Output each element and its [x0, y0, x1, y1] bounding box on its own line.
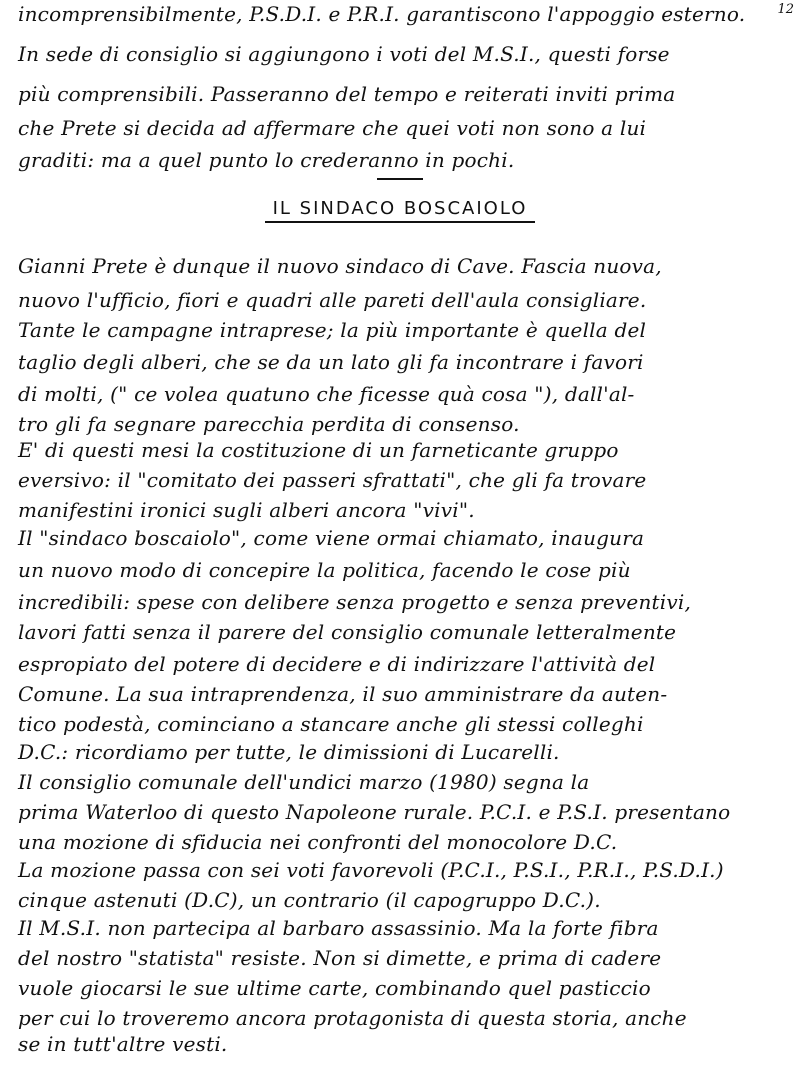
text-line: vuole giocarsi le sue ultime carte, combinando quel pasticcio	[18, 976, 651, 1000]
text-line: In sede di consiglio si aggiungono i voti del M.S.I., questi forse	[18, 42, 670, 66]
text-line: E' di questi mesi la costituzione di un farneticante gruppo	[18, 438, 619, 462]
text-line: espropiato del potere di decidere e di indirizzare l'attività del	[18, 652, 656, 676]
text-line: Gianni Prete è dunque il nuovo sindaco di Cave. Fascia nuova,	[18, 254, 662, 278]
text-line: lavori fatti senza il parere del consiglio comunale letteralmente	[18, 620, 677, 644]
text-line: per cui lo troveremo ancora protagonista di questa storia, anche	[18, 1006, 687, 1030]
text-line: cinque astenuti (D.C), un contrario (il capogruppo D.C.).	[18, 888, 601, 912]
text-line: un nuovo modo di concepire la politica, facendo le cose più	[18, 558, 631, 582]
text-line: Il "sindaco boscaiolo", come viene ormai chiamato, inaugura	[18, 526, 645, 550]
text-line: nuovo l'ufficio, fiori e quadri alle pareti dell'aula consigliare.	[18, 288, 647, 312]
section-heading-block	[0, 178, 800, 223]
text-line: più comprensibili. Passeranno del tempo e reiterati inviti prima	[18, 82, 676, 106]
text-line: se in tutt'altre vesti.	[18, 1032, 228, 1056]
separator-dash	[377, 178, 423, 190]
text-line: eversivo: il "comitato dei passeri sfrattati", che gli fa trovare	[18, 468, 647, 492]
text-line: La mozione passa con sei voti favorevoli (P.C.I., P.S.I., P.R.I., P.S.D.I.)	[18, 858, 724, 882]
text-line: Il M.S.I. non partecipa al barbaro assassinio. Ma la forte fibra	[18, 916, 659, 940]
text-line: prima Waterloo di questo Napoleone rurale. P.C.I. e P.S.I. presentano	[18, 800, 731, 824]
text-line: incredibili: spese con delibere senza progetto e senza preventivi,	[18, 590, 692, 614]
text-line: manifestini ironici sugli alberi ancora "vivi".	[18, 498, 475, 522]
text-line: tico podestà, cominciano a stancare anche gli stessi colleghi	[18, 712, 644, 736]
text-line: incomprensibilmente, P.S.D.I. e P.R.I. garantiscono l'appoggio esterno.	[18, 2, 746, 26]
text-line: Tante le campagne intraprese; la più importante è quella del	[18, 318, 647, 342]
text-line: Comune. La sua intraprendenza, il suo amministrare da auten-	[18, 682, 668, 706]
text-line: tro gli fa segnare parecchia perdita di consenso.	[18, 412, 520, 436]
page-number: 12	[777, 2, 794, 17]
text-line: taglio degli alberi, che se da un lato gli fa incontrare i favori	[18, 350, 644, 374]
text-line: del nostro "statista" resiste. Non si dimette, e prima di cadere	[18, 946, 662, 970]
text-line: Il consiglio comunale dell'undici marzo (1980) segna la	[18, 770, 590, 794]
text-line: di molti, (" ce volea quatuno che ficesse quà cosa "), dall'al-	[18, 382, 635, 406]
section-title: IL SINDACO BOSCAIOLO	[265, 198, 536, 223]
text-line: che Prete si decida ad affermare che quei voti non sono a lui	[18, 116, 647, 140]
text-line: una mozione di sfiducia nei confronti del monocolore D.C.	[18, 830, 618, 854]
text-line: D.C.: ricordiamo per tutte, le dimissioni di Lucarelli.	[18, 740, 560, 764]
text-line: graditi: ma a quel punto lo crederanno in pochi.	[18, 148, 515, 172]
